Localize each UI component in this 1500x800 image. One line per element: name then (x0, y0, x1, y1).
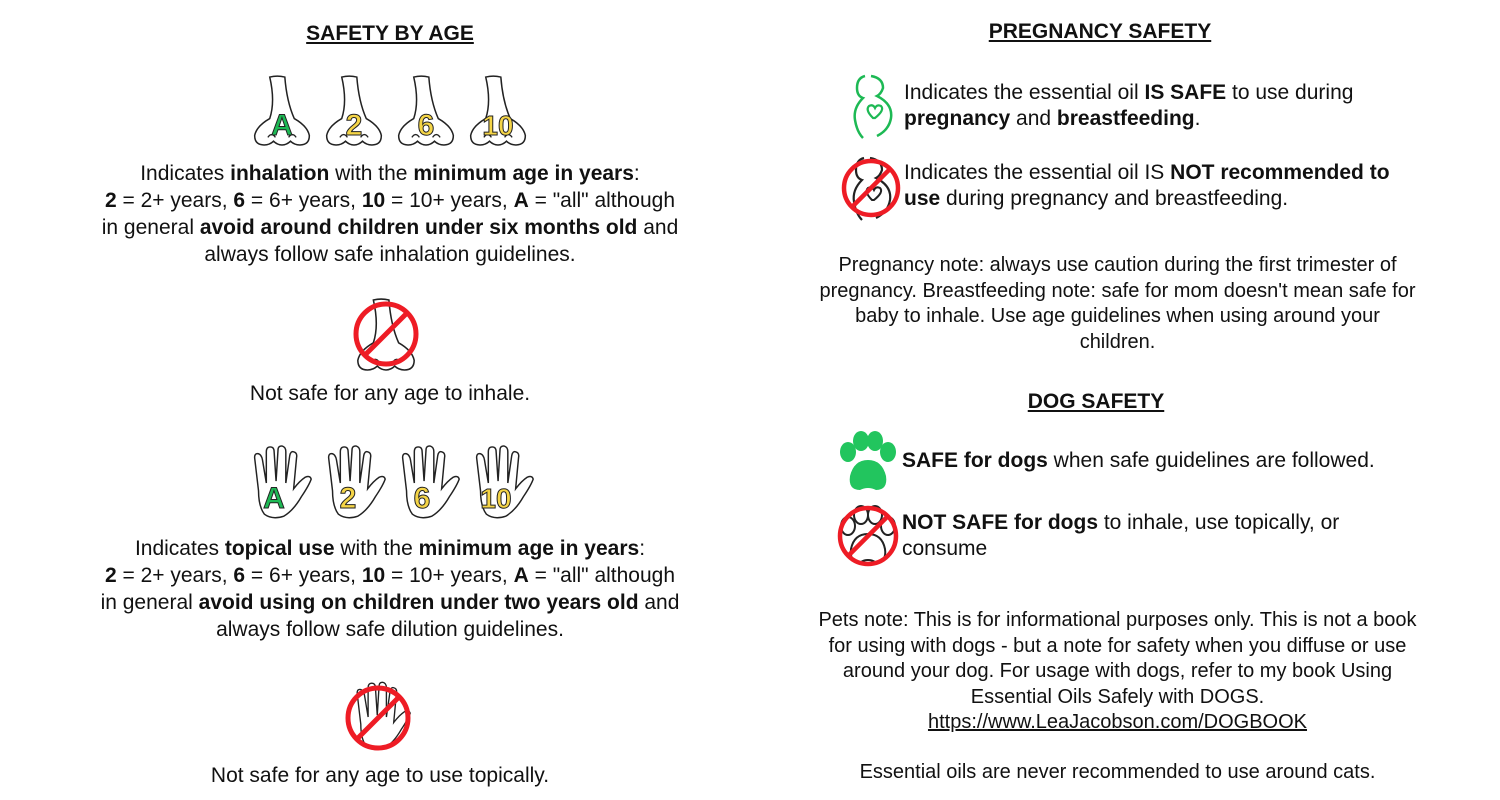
topical-description: Indicates topical use with the minimum age in years: 2 = 2+ years, 6 = 6+ years, 10 = 10+ years, A = "all" although in general avoid using on children under two years old and always follow safe dilution guidelines. (100, 537, 680, 641)
pets-note: Pets note: This is for informational purposes only. This is not a book for using with dogs - but a note for safety when you diffuse or use around your dog. For usage with dogs, refer to my book Using Essential Oils Safely with DOGS. (818, 609, 1417, 708)
no-inhale-icon-wrap (350, 296, 422, 374)
pregnancy-title: PREGNANCY SAFETY (988, 20, 1212, 43)
badge-10: 10 (482, 110, 514, 141)
no-inhale-text: Not safe for any age to inhale. (249, 382, 531, 405)
no-topical-icon (344, 678, 416, 756)
hand-icon-2 (318, 444, 388, 522)
badge-a: A (271, 109, 293, 142)
badge-2: 2 (345, 109, 363, 142)
no-topical-text: Not safe for any age to use topically. (210, 764, 550, 787)
dog-safe-text: SAFE for dogs when safe guidelines are followed. (902, 449, 1375, 472)
pregnancy-safe-row (838, 72, 1418, 140)
dog-notsafe-text: NOT SAFE for dogs to inhale, use topically, or consume (902, 511, 1340, 560)
dog-safe-row (832, 430, 1422, 494)
no-topical-icon-wrap (344, 678, 416, 756)
pregnancy-notsafe-row (838, 154, 1418, 222)
paw-safe-icon (834, 430, 900, 494)
pregnancy-safe-text: Indicates the essential oil IS SAFE to use during pregnancy and breastfeeding. (904, 81, 1354, 130)
cats-note: Essential oils are never recommended to use around cats. (859, 761, 1376, 783)
hand-badge-6: 6 (413, 482, 431, 515)
hand-icon-10 (466, 444, 536, 522)
inhale-icons (60, 72, 720, 150)
pregnancy-notsafe-text: Indicates the essential oil IS NOT recommended to use during pregnancy and breastfeeding. (904, 161, 1390, 210)
dogbook-link[interactable]: https://www.LeaJacobson.com/DOGBOOK (927, 711, 1308, 733)
topical-icons (60, 444, 720, 522)
badge-6: 6 (417, 109, 435, 142)
no-inhale-icon (350, 296, 422, 374)
inhale-description: Indicates inhalation with the minimum age in years: 2 = 2+ years, 6 = 6+ years, 10 = 10+ years, A = "all" although in general avoid around children under six months old and always follow safe inhalation guidelines. (101, 162, 679, 266)
dog-notsafe-row (832, 502, 1422, 568)
nose-icon-6 (393, 72, 459, 150)
nose-icon-a (249, 72, 315, 150)
nose-icon-10 (465, 72, 531, 150)
pregnancy-note: Pregnancy note: always use caution during the first trimester of pregnancy. Breastfeeding note: safe for mom doesn't mean safe for baby to inhale. Use age guidelines when using around your children. (819, 254, 1416, 353)
paw-notsafe-icon (834, 502, 900, 568)
age-title: SAFETY BY AGE (306, 22, 474, 45)
dogbook-link-line (815, 710, 1420, 736)
dog-title: DOG SAFETY (1027, 390, 1165, 413)
pregnant-safe-icon (843, 72, 899, 140)
pregnant-notsafe-icon (840, 154, 902, 222)
hand-icon-6 (392, 444, 462, 522)
hand-badge-10: 10 (480, 483, 512, 514)
hand-icon-a (244, 444, 314, 522)
hand-badge-a: A (263, 482, 285, 515)
nose-icon-2 (321, 72, 387, 150)
hand-badge-2: 2 (339, 482, 357, 515)
